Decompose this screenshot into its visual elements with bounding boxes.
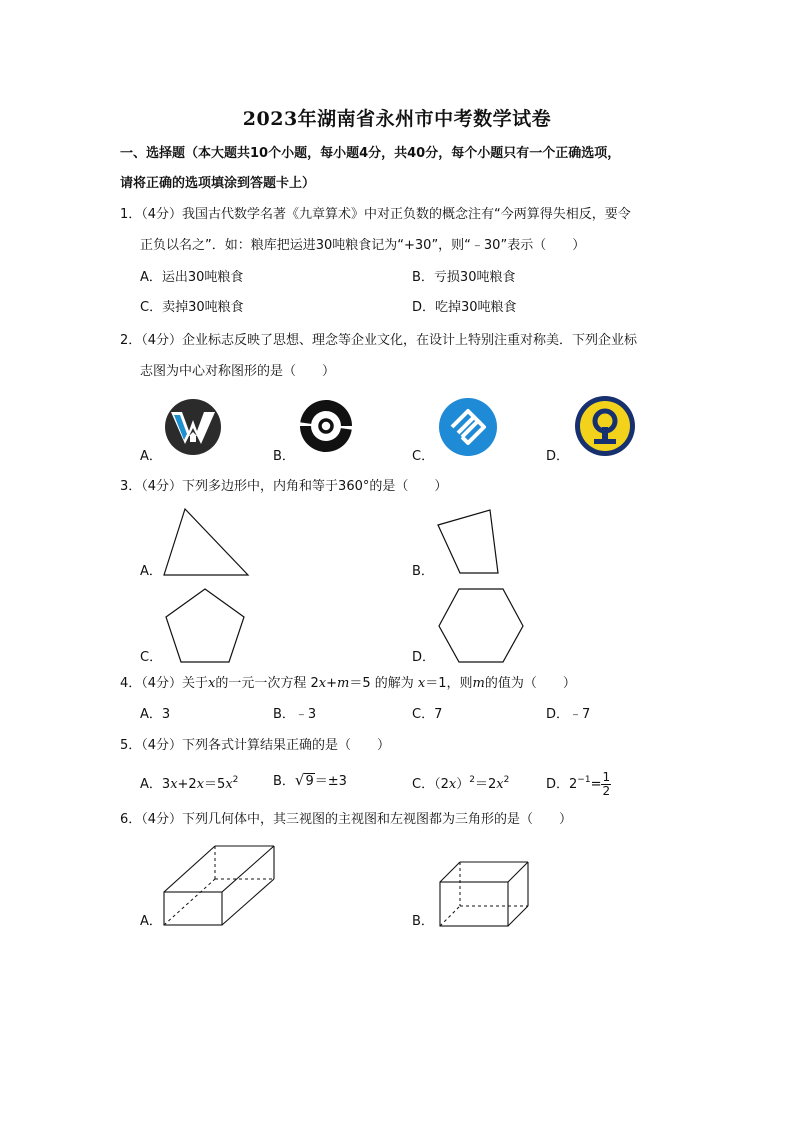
- cuboid-a-shape: [160, 840, 280, 930]
- q6-label-b: B．: [412, 914, 434, 929]
- q4-stem: [120, 674, 576, 694]
- q5-a-eq: ＝5: [204, 777, 226, 792]
- q4-option-b: B．﹣3: [273, 707, 317, 722]
- q5-c-close: ）: [456, 777, 470, 792]
- q5-b-label: B．: [273, 774, 295, 789]
- q5-c-open: （2: [434, 777, 449, 792]
- q4-stem-mid2: ＝5 的解为: [349, 676, 414, 691]
- logo-b-icon: [297, 397, 355, 455]
- triangle-shape: [160, 505, 255, 580]
- q4-stem-pre: 4．（4分）关于: [120, 676, 209, 691]
- q6-label-a: A．: [140, 914, 162, 929]
- q2-label-a: A．: [140, 449, 162, 464]
- q1-stem-line1: 1．（4分）我国古代数学名著《九章算术》中对正负数的概念注有“今两算得失相反，要令: [120, 207, 631, 222]
- q2-stem-line1: 2．（4分）企业标志反映了思想、理念等企业文化，在设计上特别注重对称美．下列企业标: [120, 333, 638, 348]
- q5-a-coef: 3: [161, 777, 171, 792]
- q3-label-d: D．: [412, 650, 436, 665]
- q4-option-c: C．7: [412, 707, 443, 722]
- q4-stem-mid1: 的一元一次方程 2: [215, 676, 319, 691]
- q5-a-x1: x: [170, 777, 178, 792]
- q5-c-x2: x: [496, 777, 504, 792]
- q1-option-b: B．亏损30吨粮食: [412, 270, 516, 285]
- q3-label-a: A．: [140, 564, 162, 579]
- q1-option-c: C．卖掉30吨粮食: [140, 300, 244, 315]
- q4-stem-mid3: ＝1，则: [425, 676, 473, 691]
- q5-option-d: [546, 765, 611, 800]
- q5-d-fraction: [601, 771, 611, 798]
- q5-c-sup2: 2: [503, 775, 510, 785]
- q6-stem: 6．（4分）下列几何体中，其三视图的主视图和左视图都为三角形的是（ ）: [120, 812, 573, 827]
- q4-option-d: D．﹣7: [546, 707, 591, 722]
- q5-a-label: A．: [140, 777, 162, 792]
- q5-c-eq: ＝2: [474, 777, 497, 792]
- q5-a-sup: 2: [232, 775, 239, 785]
- q4-plus: +: [326, 676, 338, 691]
- q5-option-c: [412, 770, 509, 795]
- q4-var-m2: m: [472, 676, 485, 691]
- q2-stem-line2: 志图为中心对称图形的是（ ）: [140, 364, 336, 379]
- logo-c-icon: [438, 397, 498, 457]
- q4-stem-post: 的值为（ ）: [484, 676, 576, 691]
- section-heading-line1: 一、选择题（本大题共10个小题，每小题4分，共40分，每个小题只有一个正确选项，: [120, 146, 621, 161]
- pentagon-shape: [162, 586, 248, 666]
- q5-option-b: [273, 770, 347, 792]
- q5-d-base: 2: [569, 777, 578, 792]
- q5-option-a: [140, 770, 238, 795]
- q5-d-eq: =: [590, 777, 602, 792]
- q5-c-x1: x: [448, 777, 457, 792]
- q5-stem: 5．（4分）下列各式计算结果正确的是（ ）: [120, 738, 391, 753]
- q4-sol-x: x: [417, 676, 426, 691]
- logo-d-icon: [574, 395, 636, 457]
- page-title: 2023年湖南省永州市中考数学试卷: [242, 108, 552, 130]
- q5-a-x2: x: [196, 777, 205, 792]
- logo-a-icon: [164, 398, 222, 456]
- q1-stem-line2: 正负以名之”．如：粮库把运进30吨粮食记为“+30”，则“﹣30”表示（ ）: [140, 238, 586, 253]
- q5-a-plus: +2: [177, 777, 197, 792]
- section-heading: [120, 139, 680, 199]
- q5-c-label: C．: [412, 777, 435, 792]
- cuboid-b-shape: [436, 858, 532, 930]
- q5-d-den: 2: [602, 784, 611, 798]
- q3-label-b: B．: [412, 564, 434, 579]
- q4-var-x: x: [208, 676, 216, 691]
- sqrt-icon: √: [294, 771, 305, 789]
- q5-d-sup: −1: [577, 775, 591, 785]
- q5-b-rest: ＝±3: [314, 774, 347, 789]
- q3-stem: 3．（4分）下列多边形中，内角和等于360°的是（ ）: [120, 479, 448, 494]
- q5-c-sup1: 2: [469, 775, 475, 785]
- q4-eq-x: x: [318, 676, 327, 691]
- q2-label-d: D．: [546, 449, 570, 464]
- q4-option-a: A．3: [140, 707, 171, 722]
- q4-var-m: m: [337, 676, 350, 691]
- q2-label-c: C．: [412, 449, 435, 464]
- q5-b-radicand: 9: [305, 774, 314, 789]
- section-heading-line2: 请将正确的选项填涂到答题卡上）: [120, 176, 316, 191]
- q1-option-a: A．运出30吨粮食: [140, 270, 244, 285]
- quadrilateral-shape: [434, 505, 502, 577]
- q5-d-label: D．: [546, 777, 570, 792]
- hexagon-shape: [436, 586, 526, 666]
- q2-label-b: B．: [273, 449, 295, 464]
- q5-d-num: 1: [602, 770, 611, 784]
- q1-option-d: D．吃掉30吨粮食: [412, 300, 517, 315]
- q3-label-c: C．: [140, 650, 163, 665]
- q5-a-x3: x: [225, 777, 233, 792]
